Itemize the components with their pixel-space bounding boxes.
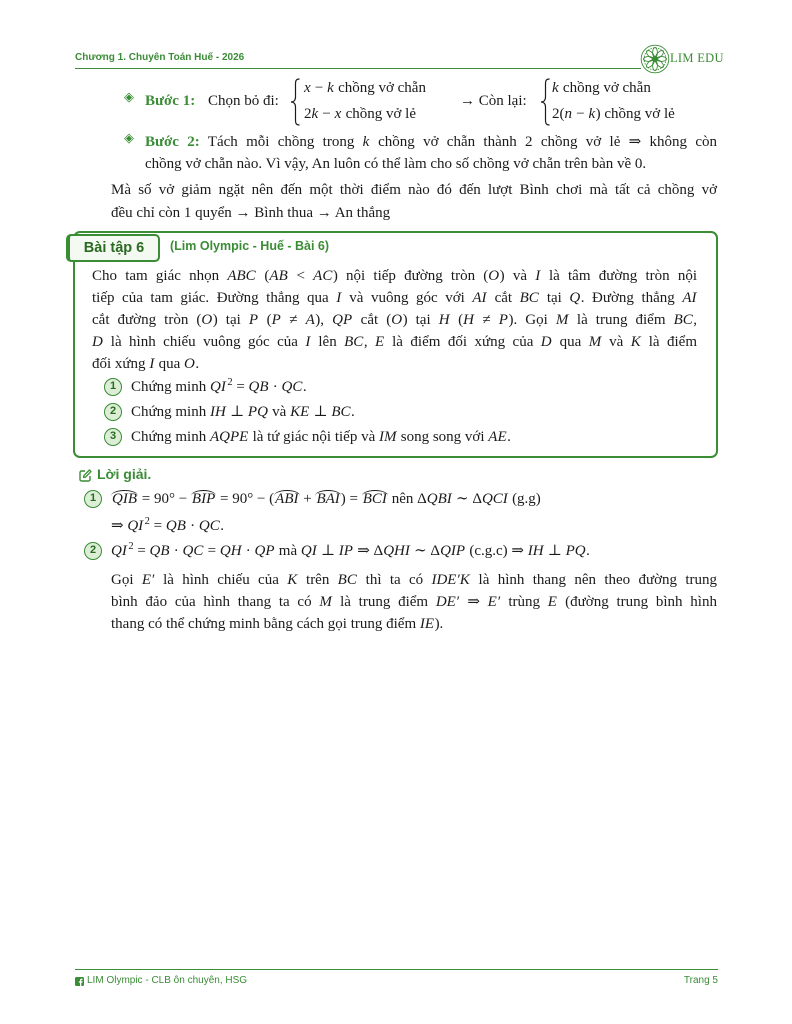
text-run: là hình chiếu của — [154, 572, 288, 588]
text-run: Chứng minh — [131, 429, 210, 445]
math-variable: BC — [337, 572, 357, 588]
text-run: . — [302, 379, 307, 395]
text-run: là tâm đường tròn nội — [540, 268, 698, 284]
math-variable: O — [183, 356, 195, 372]
text-run: thang có thể chứng minh bằng cách gọi trung điểm — [111, 616, 420, 632]
math-variable: BC — [344, 334, 364, 350]
text-run: ) tại — [402, 312, 439, 328]
text-run: là hình chiếu vuông góc của — [103, 334, 306, 350]
text-run: và — [601, 334, 631, 350]
text-run: . Đường thẳng — [580, 290, 683, 306]
text-run: . — [507, 429, 511, 445]
text-run: ⊥ — [309, 404, 332, 420]
text-run: là điểm — [641, 334, 697, 350]
text-run: + — [299, 491, 316, 507]
text-run: = 90° − — [138, 491, 191, 507]
text-run: 2( — [552, 106, 565, 122]
exercise-line — [92, 287, 697, 309]
text-run: cắt đường tròn ( — [92, 312, 202, 328]
math-variable: QH — [219, 543, 242, 559]
task-number-badge: 2 — [104, 403, 122, 421]
step-2-line-1 — [145, 131, 717, 153]
text-run: bình đảo của hình thang ta có — [111, 594, 320, 610]
math-variable: IM — [379, 429, 397, 445]
conclusion-line-2 — [111, 202, 717, 224]
math-variable: QI — [127, 518, 144, 534]
step-2-line-2 — [145, 153, 717, 175]
text-run: ). — [434, 616, 444, 632]
text-run: Gọi — [111, 572, 142, 588]
text-run: cắt — [487, 290, 520, 306]
math-variable: AC — [313, 268, 333, 284]
superscript: 2 — [144, 516, 150, 527]
text-run: · — [269, 379, 282, 395]
math-variable: BC — [673, 312, 693, 328]
text-run: ) và — [499, 268, 536, 284]
math-variable: k — [327, 80, 334, 96]
math-variable: H — [438, 312, 450, 328]
text-run: ( — [450, 312, 464, 328]
angle-hat: BCI — [362, 491, 387, 507]
math-variable: k — [362, 134, 370, 150]
text-run: . — [351, 404, 355, 420]
math-variable: x — [304, 80, 311, 96]
exercise-label-tab — [66, 234, 160, 262]
step-2-label: Bước 2: — [145, 134, 200, 150]
page-number: Trang 5 — [683, 975, 718, 986]
solution-number-badge: 1 — [84, 490, 102, 508]
text-run: − — [318, 106, 335, 122]
text-run: chồng vở chẵn nào. Vì vậy, An luôn có thể làm cho số chồng vở chẵn trên bàn về 0. — [145, 156, 647, 172]
text-run: ⊥ — [226, 404, 248, 420]
step-1-label: Bước 1: — [145, 93, 196, 109]
math-variable: n — [564, 106, 572, 122]
text-run: (đường trung bình hình — [557, 594, 717, 610]
math-variable: BC — [519, 290, 539, 306]
text-run: = — [203, 543, 220, 559]
math-variable: E′ — [141, 572, 155, 588]
text-run: ⇒ Δ — [353, 543, 384, 559]
task-number-badge: 1 — [104, 378, 122, 396]
exercise-line — [92, 265, 697, 287]
math-variable: k — [311, 106, 319, 122]
exercise-label: Bài tập 6 — [83, 240, 145, 256]
math-variable: D — [540, 334, 552, 350]
text-run: ( — [256, 268, 270, 284]
math-variable: IH — [527, 543, 544, 559]
text-run: = — [232, 379, 249, 395]
math-variable: I — [305, 334, 311, 350]
math-variable: E′ — [487, 594, 501, 610]
text-run: là trung điểm — [568, 312, 674, 328]
text-run: thì ta có — [357, 572, 432, 588]
math-variable: AE — [488, 429, 507, 445]
text-run: · — [170, 543, 183, 559]
math-variable: Q — [569, 290, 581, 306]
text-run: ≠ — [281, 312, 306, 328]
text-run: − — [311, 80, 328, 96]
math-variable: O — [391, 312, 403, 328]
text-run: ), — [315, 312, 333, 328]
math-variable: H — [463, 312, 474, 328]
math-variable: O — [488, 268, 500, 284]
solution-number-badge: 2 — [84, 542, 102, 560]
math-variable: QP — [332, 312, 353, 328]
text-run: tiếp của tam giác. Đường thẳng qua — [92, 290, 337, 306]
text-run: · — [186, 518, 199, 534]
text-run: ≠ — [474, 312, 499, 328]
math-variable: IH — [209, 404, 226, 420]
math-variable: M — [555, 312, 569, 328]
step-1-remove-odd — [304, 103, 416, 125]
math-variable: QI — [209, 379, 226, 395]
logo-text: LIM EDU — [670, 51, 724, 65]
conclusion-line-1 — [111, 179, 717, 201]
task-item — [131, 426, 511, 448]
math-variable: QHI — [383, 543, 410, 559]
text-run: < — [288, 268, 314, 284]
math-variable: AI — [682, 290, 697, 306]
math-variable: E — [375, 334, 385, 350]
step-2-bullet-icon: ◈ — [124, 131, 134, 146]
text-run: ⇒ — [459, 594, 488, 610]
text-run: 2 — [304, 106, 312, 122]
edit-icon — [79, 469, 92, 482]
math-variable: M — [588, 334, 602, 350]
text-run: chồng vở chẵn — [559, 80, 651, 96]
math-variable: IE — [419, 616, 435, 632]
solution-paragraph-line — [111, 591, 717, 613]
text-run: là tứ giác nội tiếp và — [248, 429, 379, 445]
math-variable: AQPE — [209, 429, 249, 445]
solution-line — [111, 540, 590, 562]
math-variable: P — [498, 312, 508, 328]
math-variable: QCI — [481, 491, 508, 507]
angle-hat: ABI — [275, 491, 299, 507]
text-run: . — [220, 518, 224, 534]
exercise-line — [92, 309, 697, 331]
math-variable: QC — [198, 518, 220, 534]
text-run: qua — [154, 356, 184, 372]
text-run: mà — [275, 543, 301, 559]
math-variable: PQ — [247, 404, 268, 420]
task-number-badge: 3 — [104, 428, 122, 446]
text-run: (g.g) — [508, 491, 541, 507]
text-run: = — [149, 518, 166, 534]
math-variable: DE′ — [435, 594, 460, 610]
math-variable: D — [92, 334, 103, 350]
math-variable: QIP — [440, 543, 466, 559]
text-run: song song với — [397, 429, 489, 445]
exercise-line — [92, 331, 697, 353]
solution-title: Lời giải. — [97, 466, 152, 482]
math-variable: x — [334, 106, 342, 122]
facebook-icon — [75, 977, 84, 986]
solution-paragraph-line — [111, 569, 717, 591]
text-run: trùng — [500, 594, 548, 610]
math-variable: k — [588, 106, 596, 122]
exercise-line — [92, 353, 697, 375]
text-run: = — [133, 543, 150, 559]
step-1-arrow-remaining: → Còn lại: — [460, 93, 527, 109]
step-1-bullet-icon: ◈ — [124, 90, 134, 105]
text-run: . — [195, 356, 200, 372]
math-variable: PQ — [565, 543, 586, 559]
math-variable: QC — [182, 543, 204, 559]
text-run: qua — [552, 334, 589, 350]
text-run: cắt ( — [352, 312, 392, 328]
text-run: , — [363, 334, 376, 350]
text-run: là trung điểm — [332, 594, 436, 610]
math-variable: BC — [331, 404, 351, 420]
text-run: lên — [310, 334, 345, 350]
math-variable: AI — [472, 290, 487, 306]
text-run: . — [586, 543, 590, 559]
task-item — [131, 376, 307, 398]
text-run: và vuông góc với — [341, 290, 473, 306]
text-run: chồng vở lẻ — [341, 106, 416, 122]
curly-brace-icon — [290, 78, 300, 126]
text-run: trên — [297, 572, 338, 588]
text-run: ) nội tiếp đường tròn ( — [332, 268, 489, 284]
text-run: Mà số vở giảm ngặt nên đến một thời điểm nào đó đến lượt Bình chơi mà tất cả chồng vở — [111, 182, 717, 198]
math-variable: I — [535, 268, 541, 284]
text-run: là điểm đối xứng của — [384, 334, 541, 350]
angle-hat: BAI — [316, 491, 340, 507]
text-run: (c.g.c) ⇒ — [465, 543, 528, 559]
angle-hat: QIB — [112, 491, 137, 507]
text-run: ∼ Δ — [410, 543, 441, 559]
text-run: , — [693, 312, 697, 328]
math-variable: QBI — [426, 491, 452, 507]
math-variable: ABC — [227, 268, 256, 284]
step-1-intro: Chọn bỏ đi: — [208, 93, 279, 109]
text-run: và — [268, 404, 291, 420]
text-run: − — [572, 106, 589, 122]
math-variable: K — [630, 334, 641, 350]
math-variable: A — [305, 312, 315, 328]
text-run: ) chồng vở lẻ — [595, 106, 675, 122]
text-run: · — [242, 543, 255, 559]
math-variable: IDE′K — [431, 572, 470, 588]
text-run: ∼ Δ — [452, 491, 482, 507]
footer-club-name: LIM Olympic - CLB ôn chuyên, HSG — [87, 975, 248, 986]
math-variable: k — [552, 80, 559, 96]
math-variable: M — [319, 594, 332, 610]
math-variable: AB — [269, 268, 288, 284]
angle-hat: BIP — [191, 491, 216, 507]
math-variable: O — [201, 312, 213, 328]
math-variable: P — [271, 312, 281, 328]
math-variable: QI — [111, 543, 127, 559]
superscript: 2 — [227, 377, 233, 388]
text-run: Chứng minh — [131, 404, 210, 420]
text-run: đối xứng — [92, 356, 150, 372]
text-run: tại — [539, 290, 570, 306]
solution-line — [111, 488, 541, 510]
math-variable: QI — [300, 543, 317, 559]
text-run: Cho tam giác nhọn — [92, 268, 228, 284]
exercise-source: (Lim Olympic - Huế - Bài 6) — [170, 239, 330, 253]
step-1-remove-even — [304, 77, 426, 99]
text-run: ) = — [340, 491, 362, 507]
text-run: chồng vở chẵn thành 2 chồng vở lẻ ⇒ không còn — [369, 134, 717, 150]
footer-divider — [75, 969, 718, 970]
math-variable: P — [248, 312, 259, 328]
chapter-title: Chương 1. Chuyên Toán Huế - 2026 — [75, 52, 245, 63]
text-run: chồng vở chẵn — [334, 80, 426, 96]
text-run: là hình thang nên theo đường trung — [470, 572, 718, 588]
text-run: nên Δ — [387, 491, 427, 507]
text-run: ⊥ — [544, 543, 566, 559]
math-variable: IP — [338, 543, 353, 559]
header-divider — [75, 68, 641, 69]
math-variable: KE — [290, 404, 310, 420]
task-item — [131, 401, 355, 423]
math-variable: I — [149, 356, 155, 372]
text-run: ). Gọi — [508, 312, 556, 328]
mandala-logo-icon — [640, 44, 670, 74]
text-run: ⇒ — [111, 518, 128, 534]
math-variable: QP — [254, 543, 275, 559]
curly-brace-icon — [540, 78, 550, 126]
text-run: ( — [258, 312, 272, 328]
text-run: ) tại — [212, 312, 249, 328]
math-variable: QC — [281, 379, 303, 395]
math-variable: I — [336, 290, 342, 306]
math-variable: QB — [248, 379, 269, 395]
superscript: 2 — [128, 541, 134, 552]
math-variable: QB — [149, 543, 170, 559]
solution-line — [111, 515, 224, 537]
solution-paragraph-line — [111, 613, 717, 635]
text-run: Tách mỗi chồng trong — [207, 134, 363, 150]
step-1-remain-even — [552, 77, 651, 99]
text-run: ⊥ — [317, 543, 339, 559]
math-variable: QB — [165, 518, 186, 534]
text-run: đều chỉ còn 1 quyển → Bình thua → An thắng — [111, 205, 391, 221]
step-1-remain-odd — [552, 103, 675, 125]
step-2-text — [208, 134, 717, 150]
text-run: Chứng minh — [131, 379, 210, 395]
math-variable: E — [547, 594, 557, 610]
text-run: = 90° − ( — [216, 491, 275, 507]
math-variable: K — [287, 572, 298, 588]
